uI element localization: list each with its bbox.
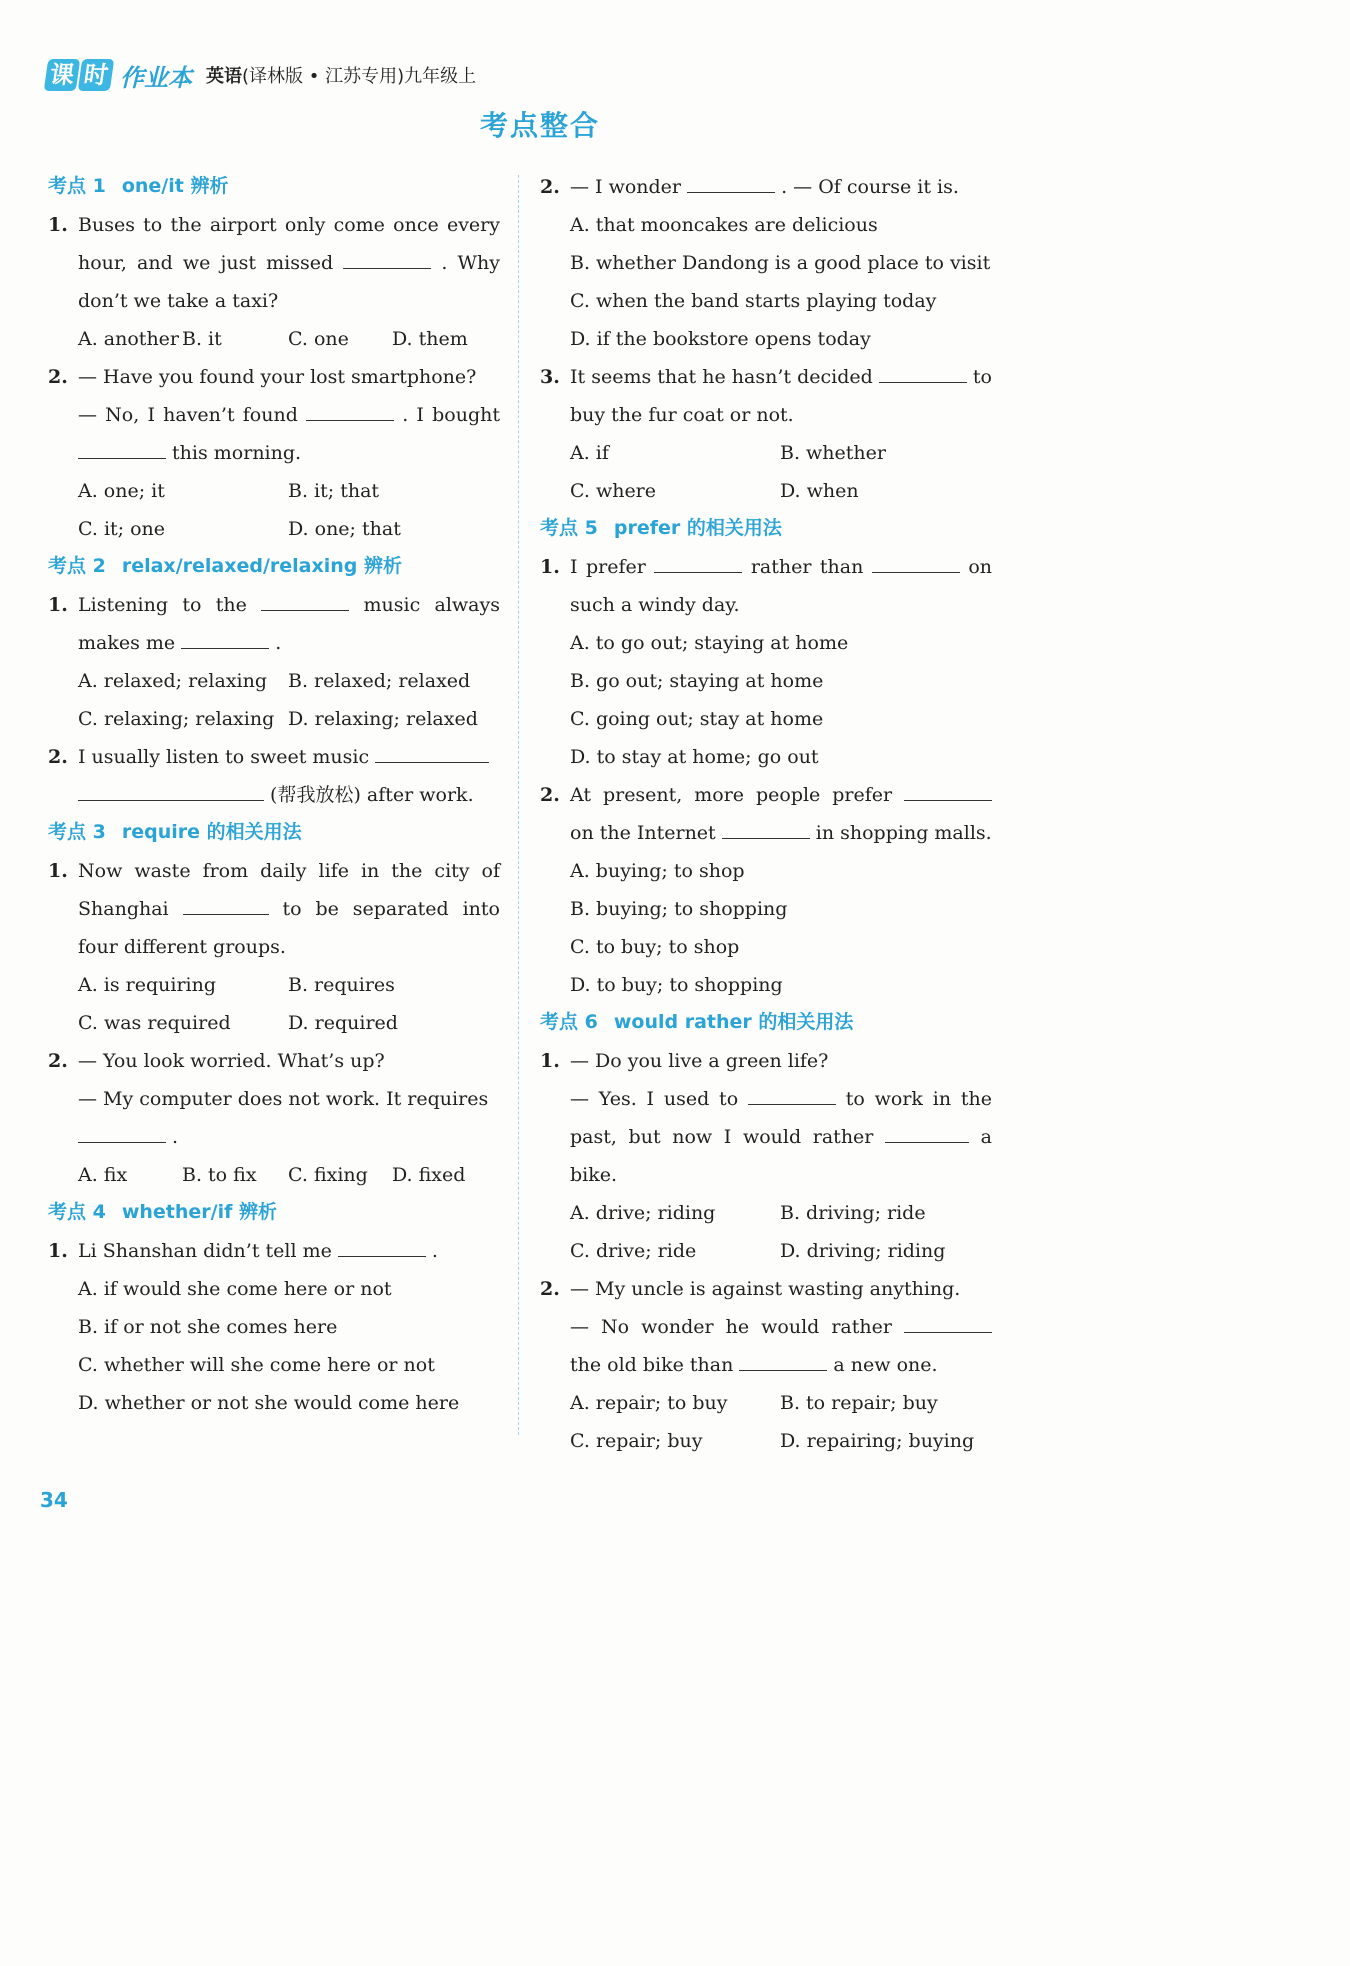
options	[48, 472, 500, 548]
answer-blank[interactable]	[343, 246, 431, 269]
option[interactable]: D. them	[392, 328, 468, 350]
option[interactable]: A. if	[570, 442, 609, 464]
answer-blank[interactable]	[181, 626, 269, 649]
option[interactable]: B. go out; staying at home	[570, 670, 824, 692]
option[interactable]: A. is requiring	[78, 974, 217, 996]
answer-blank[interactable]	[78, 436, 166, 459]
page-header	[46, 56, 476, 94]
option[interactable]: C. it; one	[78, 518, 166, 540]
options	[48, 662, 500, 738]
answer-blank[interactable]	[687, 170, 775, 193]
option[interactable]: D. if the bookstore opens today	[570, 328, 871, 350]
options	[48, 1270, 500, 1422]
option[interactable]: D. one; that	[288, 518, 401, 540]
answer-blank[interactable]	[879, 360, 967, 383]
answer-blank[interactable]	[885, 1120, 969, 1143]
answer-blank[interactable]	[78, 1120, 166, 1143]
answer-blank[interactable]	[261, 588, 349, 611]
answer-blank[interactable]	[872, 550, 960, 573]
option[interactable]: D. driving; riding	[780, 1240, 946, 1262]
section-heading: 考点 5 prefer 的相关用法	[540, 517, 782, 539]
option[interactable]: B. if or not she comes here	[78, 1316, 338, 1338]
option[interactable]: C. relaxing; relaxing	[78, 708, 275, 730]
question: 2. — My uncle is against wasting anything. — No wonder he would rather the old bike than a new one.	[540, 1270, 992, 1384]
option[interactable]: B. whether	[780, 442, 886, 464]
brand-logo: 课 时	[46, 59, 114, 91]
option[interactable]: C. fixing	[288, 1164, 368, 1186]
option[interactable]: C. to buy; to shop	[570, 936, 740, 958]
options	[48, 320, 500, 358]
question: 2. I usually listen to sweet music (帮我放松) after work.	[48, 738, 500, 814]
option[interactable]: D. to buy; to shopping	[570, 974, 783, 996]
section-heading: 考点 2 relax/relaxed/relaxing 辨析	[48, 555, 403, 577]
answer-blank[interactable]	[78, 778, 264, 801]
option[interactable]: B. to repair; buy	[780, 1392, 938, 1414]
options	[48, 1156, 500, 1194]
option[interactable]: B. driving; ride	[780, 1202, 926, 1224]
option[interactable]: D. to stay at home; go out	[570, 746, 819, 768]
left-column	[48, 168, 500, 1422]
option[interactable]: D. fixed	[392, 1164, 466, 1186]
page-number: 34	[40, 1488, 68, 1512]
question: 1. — Do you live a green life? — Yes. I used to to work in the past, but now I would rather a bike.	[540, 1050, 992, 1186]
option[interactable]: A. that mooncakes are delicious	[570, 214, 878, 236]
option[interactable]: A. one; it	[78, 480, 165, 502]
option[interactable]: A. to go out; staying at home	[570, 632, 849, 654]
option[interactable]: C. going out; stay at home	[570, 708, 824, 730]
answer-blank[interactable]	[722, 816, 810, 839]
options	[540, 852, 992, 1004]
option[interactable]: C. repair; buy	[570, 1430, 703, 1452]
question: 1. I prefer rather than on such a windy day.	[540, 548, 992, 624]
options	[540, 434, 992, 510]
answer-blank[interactable]	[338, 1234, 426, 1257]
option[interactable]: B. whether Dandong is a good place to visit	[570, 252, 991, 274]
option[interactable]: C. whether will she come here or not	[78, 1354, 435, 1376]
option[interactable]: C. was required	[78, 1012, 231, 1034]
section-heading: 考点 3 require 的相关用法	[48, 821, 302, 843]
question: 1. Li Shanshan didn’t tell me .	[48, 1232, 500, 1270]
options	[540, 1384, 992, 1460]
option[interactable]: D. required	[288, 1012, 398, 1034]
option[interactable]: A. fix	[78, 1164, 128, 1186]
option[interactable]: B. it; that	[288, 480, 380, 502]
option[interactable]: D. repairing; buying	[780, 1430, 975, 1452]
option[interactable]: C. when the band starts playing today	[570, 290, 937, 312]
answer-blank[interactable]	[739, 1348, 827, 1371]
option[interactable]: A. another	[78, 328, 180, 350]
answer-blank[interactable]	[904, 778, 992, 801]
option[interactable]: A. buying; to shop	[570, 860, 745, 882]
option[interactable]: D. relaxing; relaxed	[288, 708, 478, 730]
question: 2. — Have you found your lost smartphone? — No, I haven’t found . I bought this morning.	[48, 366, 500, 464]
option[interactable]: B. requires	[288, 974, 395, 996]
question: 2. At present, more people prefer on the Internet in shopping malls.	[540, 776, 992, 852]
section-heading: 考点 4 whether/if 辨析	[48, 1201, 278, 1223]
answer-blank[interactable]	[306, 398, 394, 421]
options	[540, 206, 992, 358]
options	[540, 624, 992, 776]
option[interactable]: C. one	[288, 328, 349, 350]
question: 2. — I wonder . — Of course it is.	[540, 168, 992, 206]
right-column	[540, 168, 992, 1460]
option[interactable]: B. to fix	[182, 1164, 257, 1186]
column-divider	[518, 175, 519, 1435]
question: 1. Listening to the music always makes me .	[48, 586, 500, 662]
option[interactable]: A. repair; to buy	[570, 1392, 728, 1414]
option[interactable]: D. whether or not she would come here	[78, 1392, 460, 1414]
option[interactable]: C. drive; ride	[570, 1240, 697, 1262]
option[interactable]: D. when	[780, 480, 859, 502]
answer-blank[interactable]	[748, 1082, 836, 1105]
section-heading: 考点 6 would rather 的相关用法	[540, 1011, 854, 1033]
answer-blank[interactable]	[904, 1310, 992, 1333]
question: 1. Now waste from daily life in the city of Shanghai to be separated into four different groups.	[48, 860, 500, 958]
question: 2. — You look worried. What’s up? — My computer does not work. It requires .	[48, 1050, 489, 1148]
book-subject: 英语(译林版 • 江苏专用)九年级上	[206, 66, 477, 87]
page-title: 考点整合	[479, 109, 600, 142]
section-heading: 考点 1 one/it 辨析	[48, 175, 229, 197]
answer-blank[interactable]	[654, 550, 742, 573]
option[interactable]: B. buying; to shopping	[570, 898, 788, 920]
options	[540, 1194, 992, 1270]
question: 3. It seems that he hasn’t decided to buy the fur coat or not.	[540, 358, 992, 434]
option[interactable]: C. where	[570, 480, 657, 502]
option[interactable]: B. relaxed; relaxed	[288, 670, 471, 692]
option[interactable]: A. relaxed; relaxing	[78, 670, 268, 692]
options	[48, 966, 500, 1042]
brand-name: 作业本	[120, 63, 192, 92]
question: 1. Buses to the airport only come once every hour, and we just missed . Why don’t we take a taxi?	[48, 214, 500, 312]
option[interactable]: B. it	[182, 328, 222, 350]
answer-blank[interactable]	[375, 740, 489, 763]
answer-blank[interactable]	[183, 892, 269, 915]
option[interactable]: A. drive; riding	[570, 1202, 716, 1224]
option[interactable]: A. if would she come here or not	[78, 1278, 392, 1300]
